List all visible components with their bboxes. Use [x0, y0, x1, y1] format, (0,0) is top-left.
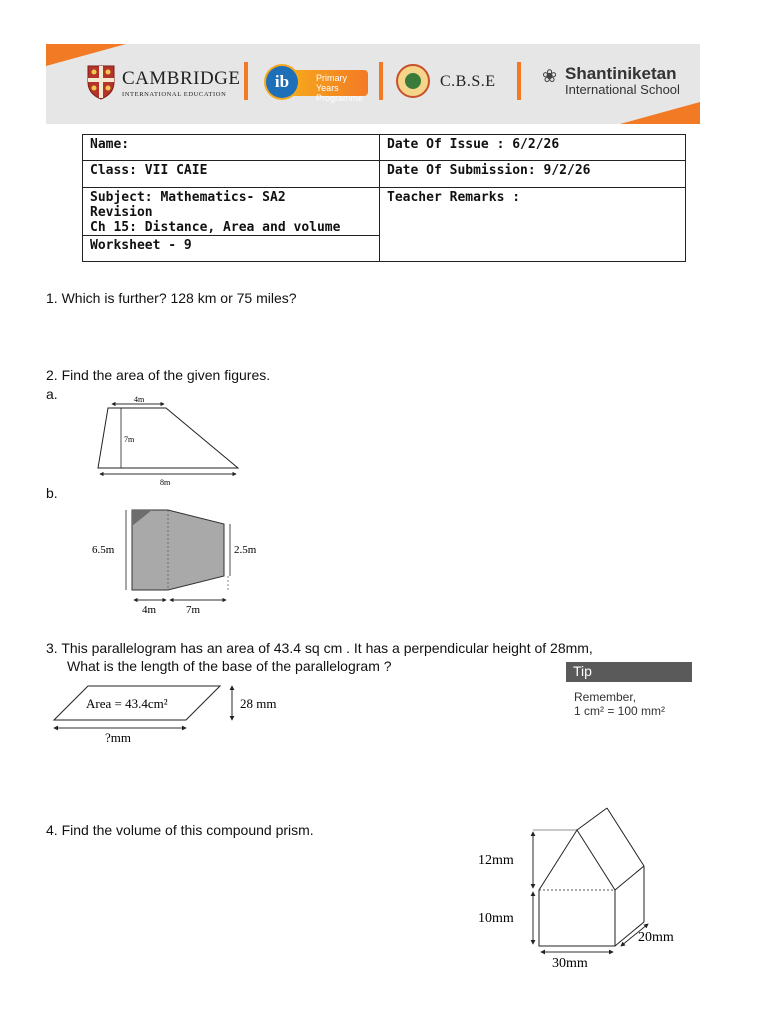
shantiniketan-subtitle: International School — [565, 82, 680, 97]
subject-line: Subject: Mathematics- SA2 — [90, 190, 286, 205]
banner-accent-top-left — [46, 44, 126, 66]
trapezium-figure — [90, 392, 250, 488]
subject-revision: Revision — [90, 205, 153, 220]
cambridge-logo-text — [122, 68, 241, 98]
cambridge-crest-icon — [86, 64, 116, 100]
compound-prism-figure — [474, 800, 694, 972]
divider-bar — [517, 62, 521, 100]
parallelogram-base-label: ?mm — [105, 730, 131, 745]
question-4: 4. Find the volume of this compound prism. — [46, 822, 314, 838]
student-info-table — [82, 134, 686, 262]
prism-width1-label: 4m — [142, 604, 157, 616]
cbse-emblem-icon — [396, 64, 430, 98]
shaded-prism-figure — [90, 500, 280, 620]
tip-title: Tip — [566, 662, 692, 682]
trap-height-label: 7m — [124, 435, 135, 444]
parallelogram-figure — [50, 680, 290, 748]
class-cell: Class: VII CAIE — [83, 161, 380, 188]
parallelogram-area-label: Area = 43.4cm² — [86, 696, 168, 711]
name-cell: Name: — [83, 135, 380, 161]
ib-line1: Primary Years — [316, 73, 347, 93]
tip-line2: 1 cm² = 100 mm² — [574, 704, 666, 718]
trap-bottom-label: 8m — [160, 478, 171, 487]
shantiniketan-logo-text — [565, 64, 680, 97]
house-roof-height-label: 12mm — [478, 853, 514, 868]
question-3-line1: 3. This parallelogram has an area of 43.4 sq cm . It has a perpendicular height of 28mm, — [46, 640, 593, 656]
cbse-text: C.B.S.E — [440, 73, 496, 90]
divider-bar — [244, 62, 248, 100]
cambridge-subtitle: INTERNATIONAL EDUCATION — [122, 91, 227, 98]
banner-accent-bottom-right — [620, 102, 700, 124]
prism-width2-label: 7m — [186, 604, 201, 616]
header-banner — [46, 44, 700, 124]
date-issue-cell: Date Of Issue : 6/2/26 — [380, 135, 686, 161]
house-wall-height-label: 10mm — [478, 911, 514, 926]
house-depth-label: 20mm — [638, 930, 674, 945]
question-2a-label: a. — [46, 386, 58, 402]
chapter-line: Ch 15: Distance, Area and volume — [90, 220, 341, 235]
house-width-label: 30mm — [552, 956, 588, 971]
divider-bar — [379, 62, 383, 100]
question-3-line2: What is the length of the base of the parallelogram ? — [67, 658, 392, 674]
question-2: 2. Find the area of the given figures. — [46, 367, 271, 383]
shantiniketan-logo-icon: ❀ — [542, 66, 558, 86]
worksheet-cell: Worksheet - 9 — [83, 236, 380, 262]
question-1: 1. Which is further? 128 km or 75 miles? — [46, 290, 297, 306]
parallelogram-height-label: 28 mm — [240, 696, 277, 711]
prism-right-label: 2.5m — [234, 544, 257, 556]
ib-logo-icon: ib — [266, 66, 298, 98]
shantiniketan-name: Shantiniketan — [565, 64, 677, 83]
trap-top-label: 4m — [134, 395, 145, 404]
subject-cell — [83, 188, 380, 236]
tip-box — [566, 662, 692, 718]
teacher-remarks-cell: Teacher Remarks : — [380, 188, 686, 262]
question-2b-label: b. — [46, 485, 58, 501]
ib-pyp-pill — [290, 70, 368, 103]
cambridge-name: CAMBRIDGE — [122, 68, 241, 89]
ib-line2: Programme — [316, 93, 364, 103]
tip-line1: Remember, — [574, 690, 637, 704]
prism-left-label: 6.5m — [92, 544, 115, 556]
date-submission-cell: Date Of Submission: 9/2/26 — [380, 161, 686, 188]
